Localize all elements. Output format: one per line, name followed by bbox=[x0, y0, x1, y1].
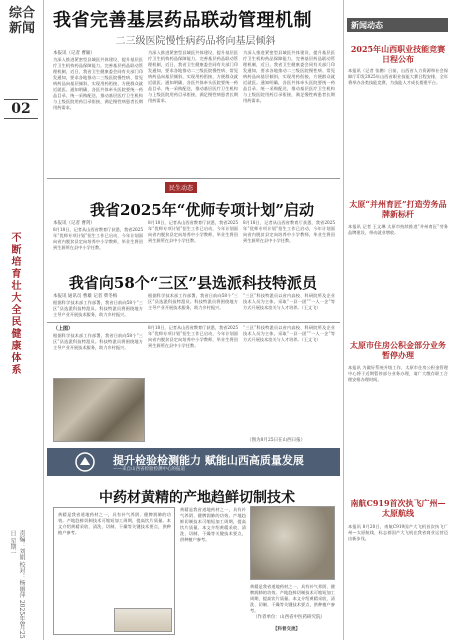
article3-byline: 本报讯 通讯员 曹雄 记者 柴冬梅 bbox=[53, 294, 118, 299]
dateline: 责编：刘娟 校对：杨丽萍 2025年8月25日 星期一 bbox=[9, 530, 25, 639]
logo-icon bbox=[75, 452, 95, 472]
promo-banner bbox=[47, 448, 340, 476]
article3-text-col2: 根据科学技术部工作部署，我省日前向58个“三区”县选派科技特派员。科技特派员将围绕地方主导产业开展技术服务，助力乡村振兴。 bbox=[148, 293, 238, 310]
section-title: 综合新闻 bbox=[8, 6, 35, 36]
side-headline-3: 太原市住房公积金部分业务暂停办理 bbox=[350, 340, 446, 360]
article2-byline: 本报讯（记者 曹剑） bbox=[53, 221, 95, 226]
news-photo bbox=[53, 378, 145, 442]
side-headline-4: 南航C919首次执飞广州—太原航线 bbox=[350, 498, 446, 518]
article5-footer: 【科普交流】 bbox=[273, 627, 300, 632]
lead-text-col3: 为深入推进紧密型县域医共体建设，提升基层医疗卫生机构药品保障能力，完善基层药品联动管理机制，近日，我省卫生健康委会同有关部门印发通知，要求各地推动二三级医院慢性病、常见病药品向基层倾斜，实现用药衔接，方便群众就近就医。通知明确，各医共体牵头医院要统一药品目录、统一采购配送，推动基层医疗卫生机构与上级医院用药目录衔接，满足慢性病患者长期用药需求。 bbox=[243, 50, 335, 103]
article3-text-col3: “三区”科技特派员以省内高校、科研院所及企业技术人员为主体，采取“一县一团”“一人一企”等方式开展技术攻关与人才培养。（王文飞） bbox=[243, 293, 335, 310]
article5-box bbox=[53, 507, 175, 635]
main-column bbox=[47, 0, 340, 640]
slogan: 不断培育壮大全民健康体系 bbox=[9, 232, 20, 376]
side-text-2: 本报讯 记者 王文琳 太原市持续推进“并州育匠”劳务品牌建设，带动就业增收。 bbox=[348, 224, 448, 235]
banner-title: 提升检验检测能力 赋能山西高质量发展 bbox=[113, 454, 304, 467]
article2-text-col3: 8月18日，记者从山西省教育厅获悉，我省2025年“优师专项计划”招生工作已启动，今年计划面向省内脱贫县定向培养中小学教师，毕业生将回到生源所在县中小学任教。 bbox=[243, 220, 335, 243]
photo-story-col2: 8月18日，记者从山西省教育厅获悉，我省2025年“优师专项计划”招生工作已启动，今年计划面向省内脱贫县定向培养中小学教师，毕业生将回到生源所在县中小学任教。 bbox=[148, 325, 238, 348]
divider bbox=[47, 178, 340, 179]
article3-text-col1: 根据科学技术部工作部署，我省日前向58个“三区”县选派科技特派员。科技特派员将围绕地方主导产业开展技术服务，助力乡村振兴。 bbox=[53, 300, 143, 317]
divider bbox=[47, 322, 340, 323]
lead-byline: 本报讯（记者 曹颖） bbox=[53, 51, 95, 56]
article5-text-col3: 黄精是我省道地药材之一，具有补气养阴、健脾润肺的功效。产地趋鲜切制技术可缩短加工周期，提高饮片质量。本文介绍黄精采收、清洗、切制、干燥等关键技术要点，供种植户参考。 bbox=[250, 584, 335, 613]
photo-text: 根据科学技术部工作部署，我省日前向58个“三区”县选派科技特派员。科技特派员将围绕地方主导产业开展技术服务，助力乡村振兴。 bbox=[53, 333, 143, 350]
side-text-4: 本报讯 8月20日，南航C919国产大飞机首次执飞广州—太原航线，标志着国产大飞机在我省商业运营迈出新步伐。 bbox=[348, 524, 448, 541]
lead-subheadline: 二三级医院慢性病药品将向基层倾斜 bbox=[115, 36, 276, 47]
photo-note: （图为8月25日在山西日报） bbox=[247, 438, 306, 443]
article2-headline: 我省2025年“优师专项计划”启动 bbox=[89, 201, 314, 219]
herb-photo bbox=[114, 608, 172, 632]
photo-caption: （上图） bbox=[53, 326, 74, 332]
herb-slices-photo bbox=[250, 506, 335, 580]
side-text-3: 本报讯 为做好系统升级工作，太原市住房公积金管理中心将于近期暂停部分业务办理，请广大缴存职工合理安排办理时间。 bbox=[348, 365, 448, 382]
photo-story-col3: “三区”科技特派员以省内高校、科研院所及企业技术人员为主体，采取“一县一团”“一人一企”等方式开展技术攻关与人才培养。（王文飞） bbox=[243, 325, 335, 342]
banner-subtitle: ——来自山西省检验检测中心的报道 bbox=[113, 467, 185, 472]
article5-note: （作者单位：山西省中医药研究院） bbox=[253, 615, 325, 620]
article3-headline: 我省向58个“三区”县选派科技特派员 bbox=[68, 274, 318, 292]
article5-text-col2: 黄精是我省道地药材之一，具有补气养阴、健脾润肺的功效。产地趋鲜切制技术可缩短加工周期，提高饮片质量。本文介绍黄精采收、清洗、切制、干燥等关键技术要点，供种植户参考。 bbox=[180, 507, 246, 542]
article2-text-col2: 8月18日，记者从山西省教育厅获悉，我省2025年“优师专项计划”招生工作已启动，今年计划面向省内脱贫县定向培养中小学教师，毕业生将回到生源所在县中小学任教。 bbox=[148, 220, 238, 243]
lead-text-col2: 为深入推进紧密型县域医共体建设，提升基层医疗卫生机构药品保障能力，完善基层药品联动管理机制，近日，我省卫生健康委会同有关部门印发通知，要求各地推动二三级医院慢性病、常见病药品向基层倾斜，实现用药衔接，方便群众就近就医。通知明确，各医共体牵头医院要统一药品目录、统一采购配送，推动基层医疗卫生机构与上级医院用药目录衔接，满足慢性病患者长期用药需求。 bbox=[148, 50, 238, 103]
side-text-1: 本报讯（记者 张鹏）日前，山西省人力资源和社会保障厅印发2025年山西省职业技能大赛日程安排，全年将举办各类技能竞赛，为技能人才成长搭建平台。 bbox=[348, 68, 448, 85]
section-tag: 民生动态 bbox=[165, 182, 197, 193]
lead-headline: 我省完善基层药品联动管理机制 bbox=[53, 10, 312, 31]
sidebar-header: 新闻动态 bbox=[347, 18, 448, 32]
page-number: 02 bbox=[4, 99, 38, 119]
left-rail bbox=[0, 0, 44, 640]
side-headline-1: 2025年山西职业技能竞赛日程公布 bbox=[350, 44, 446, 64]
article5-headline: 中药材黄精的产地趋鲜切制技术 bbox=[99, 490, 295, 506]
news-sidebar bbox=[343, 0, 450, 640]
article2-text-col1: 8月18日，记者从山西省教育厅获悉，我省2025年“优师专项计划”招生工作已启动，今年计划面向省内脱贫县定向培养中小学教师，毕业生将回到生源所在县中小学任教。 bbox=[53, 227, 143, 250]
lead-text-col1: 为深入推进紧密型县域医共体建设，提升基层医疗卫生机构药品保障能力，完善基层药品联动管理机制，近日，我省卫生健康委会同有关部门印发通知，要求各地推动二三级医院慢性病、常见病药品向基层倾斜，实现用药衔接，方便群众就近就医。通知明确，各医共体牵头医院要统一药品目录、统一采购配送，推动基层医疗卫生机构与上级医院用药目录衔接，满足慢性病患者长期用药需求。 bbox=[53, 57, 143, 110]
side-headline-2: 太原“并州育匠”打造劳务品牌新标杆 bbox=[349, 199, 447, 219]
article5-text: 黄精是我省道地药材之一，具有补气养阴、健脾润肺的功效。产地趋鲜切制技术可缩短加工周期，提高饮片质量。本文介绍黄精采收、清洗、切制、干燥等关键技术要点，供种植户参考。 bbox=[58, 512, 171, 535]
